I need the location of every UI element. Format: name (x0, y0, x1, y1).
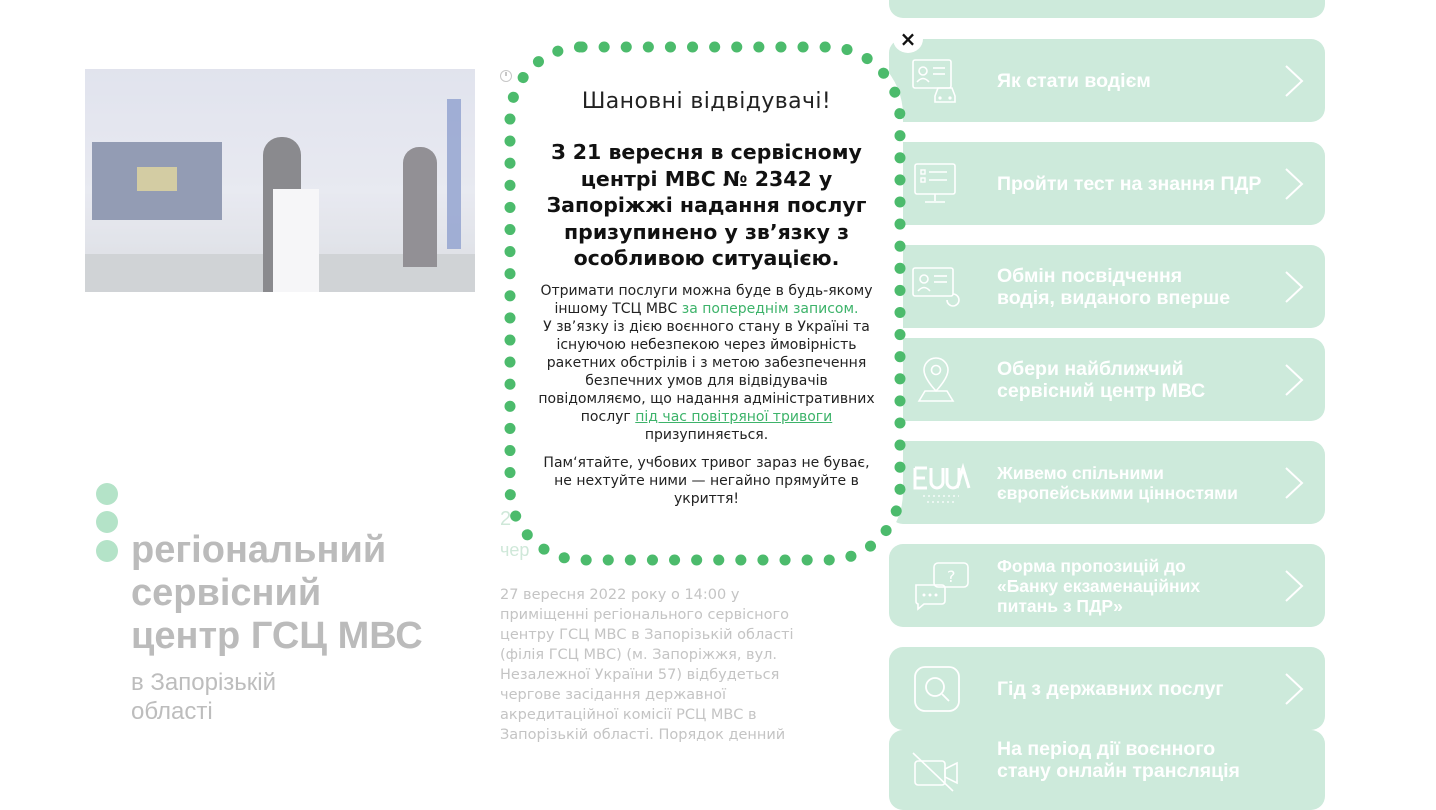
service-card-label: Як стати водієм (997, 69, 1151, 92)
air-alert-link[interactable]: під час повітряної тривоги (635, 409, 833, 425)
license-exchange-icon (911, 264, 961, 310)
popup-announcement: З 21 вересня в сервісному центрі МВС № 2342 у Запоріжжі надання послуг призупинено у зв’язку з особливою ситуацією. (546, 140, 867, 270)
eu-ua-logo-icon (911, 460, 971, 506)
logo-dot (96, 540, 118, 562)
chevron-right-icon (1283, 569, 1305, 603)
chevron-right-icon (1283, 64, 1305, 98)
chevron-right-icon (1283, 466, 1305, 500)
popup-body (538, 282, 875, 508)
chevron-right-icon (1283, 363, 1305, 397)
news-date-digit: 2 (500, 508, 512, 530)
news-text: 27 вересня 2022 року о 14:00 у приміщенні регіонального сервісного центру ГСЦ МВС в Запорізькій області (філія ГСЦ МВС) (м. Запоріжжя, вул. Незалежної України 57) відбудеться чергове засідання державної акредитаційної комісії РСЦ МВС в Запорізькій області. Порядок денний (500, 587, 794, 743)
svg-text:?: ? (947, 566, 956, 586)
popup-paragraph-1 (538, 282, 875, 318)
service-card-public-services-guide[interactable] (889, 647, 1325, 730)
service-card-online-broadcast[interactable] (889, 730, 1325, 810)
chevron-right-icon (1283, 167, 1305, 201)
photo-person (403, 147, 437, 267)
service-card-become-driver[interactable] (889, 39, 1325, 122)
chevron-right-icon (1283, 270, 1305, 304)
popup-text: Отримати послуги можна буде в будь-якому іншому ТСЦ МВС (540, 283, 873, 317)
service-card-nearest-center[interactable] (889, 338, 1325, 421)
camera-off-icon (911, 747, 961, 793)
service-card-label: Гід з державних послуг (997, 677, 1224, 700)
popup-paragraph-3: Пам‘ятайте, учбових тривог зараз не буває, не нехтуйте ними — негайно прямуйте в укриття! (543, 455, 870, 507)
popup-paragraph-2 (538, 318, 875, 444)
service-card-label: Обери найближчий сервісний центр МВС (997, 357, 1206, 402)
service-card-label: Форма пропозицій до «Банку екзаменаційних питань з ПДР» (997, 555, 1201, 616)
chevron-right-icon (1283, 672, 1305, 706)
driver-license-car-icon (911, 58, 961, 104)
logo-dot (96, 511, 118, 533)
search-guide-icon (911, 666, 961, 712)
service-card-top[interactable] (889, 0, 1325, 18)
computer-test-icon (911, 161, 961, 207)
service-card-european-values[interactable] (889, 441, 1325, 524)
service-card-pdr-test[interactable] (889, 142, 1325, 225)
appointment-link[interactable]: за попереднім записом. (681, 301, 859, 317)
popup-text: призупиняється. (644, 427, 769, 443)
service-card-exam-questions-form[interactable] (889, 544, 1325, 627)
photo-screen-label (137, 167, 177, 191)
close-popup-button[interactable]: × (893, 25, 923, 53)
news-photo[interactable] (85, 69, 475, 292)
chat-question-icon (911, 561, 973, 611)
photo-flag (447, 99, 461, 249)
service-card-label: На період дії воєнного стану онлайн трансляція (997, 738, 1240, 782)
announcement-popup (510, 45, 903, 562)
logo-dot (96, 483, 118, 505)
photo-podium (273, 189, 319, 292)
popup-text: У зв’язку із дією воєнного стану в Україні та існуючою небезпекою через ймовірність ракетних обстрілів і з метою забезпечення безпечних умов для відвідувачів повідомляємо, що надання адміністративних послуг (538, 319, 875, 425)
service-card-license-exchange[interactable] (889, 245, 1325, 328)
service-card-label: Живемо спільними європейськими цінностями (997, 462, 1238, 503)
service-card-label: Обмін посвідчення водія, виданого вперше (997, 264, 1231, 309)
logo-subtitle: в Запорізькій області (131, 669, 277, 725)
popup-heading: Шановні відвідувачі! (581, 89, 832, 114)
logo-title: регіональний сервісний центр ГСЦ МВС (131, 529, 423, 657)
map-pin-icon (911, 357, 961, 403)
news-date-fragment: чер (500, 540, 530, 560)
service-card-label: Пройти тест на знання ПДР (997, 172, 1262, 195)
